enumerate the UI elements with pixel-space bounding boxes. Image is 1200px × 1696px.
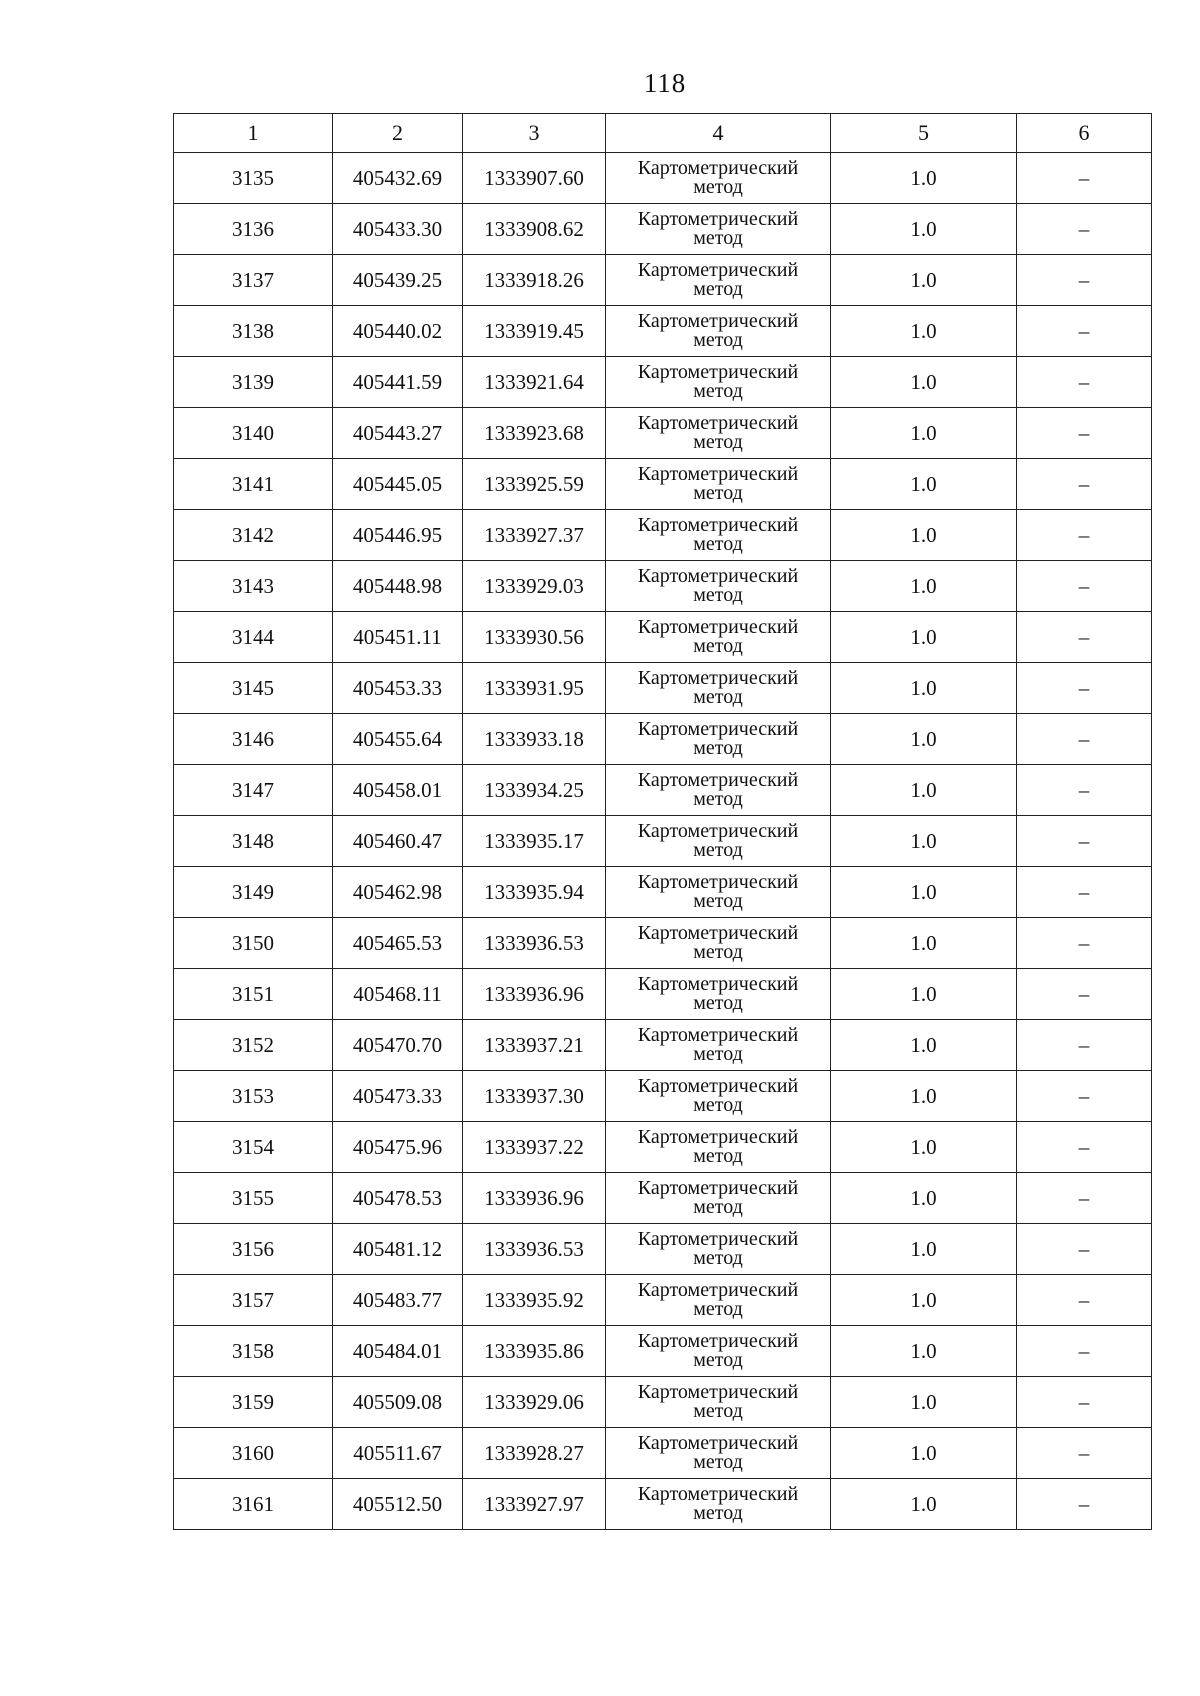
method-cell (606, 1020, 831, 1071)
accuracy-cell: 1.0 (831, 255, 1017, 306)
y-coordinate-cell: 1333925.59 (463, 459, 606, 510)
x-coordinate-cell: 405446.95 (333, 510, 463, 561)
method-line-1: Картометрический (637, 1279, 799, 1301)
accuracy-cell: 1.0 (831, 1020, 1017, 1071)
description-cell: – (1017, 1377, 1152, 1428)
y-coordinate-cell: 1333919.45 (463, 306, 606, 357)
description-cell: – (1017, 510, 1152, 561)
x-coordinate-cell: 405440.02 (333, 306, 463, 357)
description-cell: – (1017, 714, 1152, 765)
description-cell: – (1017, 969, 1152, 1020)
method-line-2: метод (693, 380, 743, 402)
point-number-cell: 3147 (174, 765, 333, 816)
method-line-2: метод (693, 584, 743, 606)
accuracy-cell: 1.0 (831, 1173, 1017, 1224)
table-row (174, 510, 1152, 561)
y-coordinate-cell: 1333935.92 (463, 1275, 606, 1326)
method-line-2: метод (693, 992, 743, 1014)
method-cell (606, 1275, 831, 1326)
accuracy-cell: 1.0 (831, 612, 1017, 663)
description-cell: – (1017, 459, 1152, 510)
point-number-cell: 3146 (174, 714, 333, 765)
table-row (174, 153, 1152, 204)
point-number-cell: 3154 (174, 1122, 333, 1173)
point-number-cell: 3156 (174, 1224, 333, 1275)
x-coordinate-cell: 405465.53 (333, 918, 463, 969)
method-line-1: Картометрический (637, 565, 799, 587)
method-cell (606, 1071, 831, 1122)
y-coordinate-cell: 1333929.06 (463, 1377, 606, 1428)
point-number-cell: 3138 (174, 306, 333, 357)
description-cell: – (1017, 1326, 1152, 1377)
method-line-1: Картометрический (637, 922, 799, 944)
method-line-2: метод (693, 941, 743, 963)
table-row (174, 255, 1152, 306)
x-coordinate-cell: 405512.50 (333, 1479, 463, 1530)
method-cell (606, 714, 831, 765)
coordinates-table (173, 113, 1152, 1530)
method-line-2: метод (693, 1298, 743, 1320)
description-cell: – (1017, 1428, 1152, 1479)
description-cell: – (1017, 204, 1152, 255)
header-row (174, 114, 1152, 153)
method-line-1: Картометрический (637, 514, 799, 536)
point-number-cell: 3135 (174, 153, 333, 204)
method-line-2: метод (693, 227, 743, 249)
table-row (174, 1173, 1152, 1224)
method-cell (606, 459, 831, 510)
page-number: 118 (643, 68, 687, 98)
header-cell-5: 5 (831, 114, 1017, 153)
table-row (174, 459, 1152, 510)
x-coordinate-cell: 405455.64 (333, 714, 463, 765)
y-coordinate-cell: 1333921.64 (463, 357, 606, 408)
method-line-1: Картометрический (637, 667, 799, 689)
table-row (174, 1377, 1152, 1428)
point-number-cell: 3159 (174, 1377, 333, 1428)
y-coordinate-cell: 1333930.56 (463, 612, 606, 663)
description-cell: – (1017, 255, 1152, 306)
description-cell: – (1017, 306, 1152, 357)
accuracy-cell: 1.0 (831, 663, 1017, 714)
method-cell (606, 918, 831, 969)
accuracy-cell: 1.0 (831, 1479, 1017, 1530)
point-number-cell: 3152 (174, 1020, 333, 1071)
method-cell (606, 306, 831, 357)
table-row (174, 765, 1152, 816)
accuracy-cell: 1.0 (831, 1377, 1017, 1428)
method-cell (606, 867, 831, 918)
accuracy-cell: 1.0 (831, 408, 1017, 459)
x-coordinate-cell: 405509.08 (333, 1377, 463, 1428)
method-line-1: Картометрический (637, 1126, 799, 1148)
y-coordinate-cell: 1333933.18 (463, 714, 606, 765)
header-cell-4: 4 (606, 114, 831, 153)
point-number-cell: 3142 (174, 510, 333, 561)
accuracy-cell: 1.0 (831, 153, 1017, 204)
y-coordinate-cell: 1333935.86 (463, 1326, 606, 1377)
accuracy-cell: 1.0 (831, 1428, 1017, 1479)
point-number-cell: 3160 (174, 1428, 333, 1479)
accuracy-cell: 1.0 (831, 1326, 1017, 1377)
method-line-2: метод (693, 686, 743, 708)
method-cell (606, 765, 831, 816)
description-cell: – (1017, 408, 1152, 459)
method-cell (606, 1377, 831, 1428)
x-coordinate-cell: 405473.33 (333, 1071, 463, 1122)
table-row (174, 918, 1152, 969)
accuracy-cell: 1.0 (831, 714, 1017, 765)
y-coordinate-cell: 1333907.60 (463, 153, 606, 204)
table-row (174, 714, 1152, 765)
method-line-2: метод (693, 278, 743, 300)
point-number-cell: 3148 (174, 816, 333, 867)
method-line-2: метод (693, 1094, 743, 1116)
y-coordinate-cell: 1333936.53 (463, 1224, 606, 1275)
method-line-1: Картометрический (637, 157, 799, 179)
method-line-2: метод (693, 533, 743, 555)
method-line-1: Картометрический (637, 871, 799, 893)
y-coordinate-cell: 1333936.53 (463, 918, 606, 969)
y-coordinate-cell: 1333923.68 (463, 408, 606, 459)
point-number-cell: 3143 (174, 561, 333, 612)
accuracy-cell: 1.0 (831, 969, 1017, 1020)
description-cell: – (1017, 816, 1152, 867)
point-number-cell: 3136 (174, 204, 333, 255)
y-coordinate-cell: 1333934.25 (463, 765, 606, 816)
accuracy-cell: 1.0 (831, 561, 1017, 612)
method-cell (606, 510, 831, 561)
x-coordinate-cell: 405443.27 (333, 408, 463, 459)
point-number-cell: 3150 (174, 918, 333, 969)
x-coordinate-cell: 405448.98 (333, 561, 463, 612)
method-cell (606, 204, 831, 255)
table-row (174, 1479, 1152, 1530)
header-cell-3: 3 (463, 114, 606, 153)
method-cell (606, 1224, 831, 1275)
x-coordinate-cell: 405433.30 (333, 204, 463, 255)
y-coordinate-cell: 1333929.03 (463, 561, 606, 612)
accuracy-cell: 1.0 (831, 510, 1017, 561)
table-row (174, 408, 1152, 459)
method-line-1: Картометрический (637, 259, 799, 281)
description-cell: – (1017, 663, 1152, 714)
description-cell: – (1017, 918, 1152, 969)
point-number-cell: 3144 (174, 612, 333, 663)
method-line-2: метод (693, 1349, 743, 1371)
method-cell (606, 1428, 831, 1479)
y-coordinate-cell: 1333936.96 (463, 1173, 606, 1224)
method-cell (606, 663, 831, 714)
table-row (174, 867, 1152, 918)
accuracy-cell: 1.0 (831, 1122, 1017, 1173)
y-coordinate-cell: 1333937.22 (463, 1122, 606, 1173)
description-cell: – (1017, 1122, 1152, 1173)
accuracy-cell: 1.0 (831, 357, 1017, 408)
method-cell (606, 969, 831, 1020)
point-number-cell: 3157 (174, 1275, 333, 1326)
method-line-1: Картометрический (637, 973, 799, 995)
x-coordinate-cell: 405451.11 (333, 612, 463, 663)
table-row (174, 1224, 1152, 1275)
accuracy-cell: 1.0 (831, 1071, 1017, 1122)
y-coordinate-cell: 1333928.27 (463, 1428, 606, 1479)
method-cell (606, 1122, 831, 1173)
x-coordinate-cell: 405460.47 (333, 816, 463, 867)
accuracy-cell: 1.0 (831, 306, 1017, 357)
method-line-1: Картометрический (637, 361, 799, 383)
description-cell: – (1017, 1224, 1152, 1275)
y-coordinate-cell: 1333931.95 (463, 663, 606, 714)
method-line-2: метод (693, 1451, 743, 1473)
table-row (174, 306, 1152, 357)
method-line-1: Картометрический (637, 1381, 799, 1403)
method-line-1: Картометрический (637, 1177, 799, 1199)
method-line-2: метод (693, 176, 743, 198)
x-coordinate-cell: 405458.01 (333, 765, 463, 816)
x-coordinate-cell: 405483.77 (333, 1275, 463, 1326)
method-line-2: метод (693, 1502, 743, 1524)
accuracy-cell: 1.0 (831, 765, 1017, 816)
description-cell: – (1017, 357, 1152, 408)
x-coordinate-cell: 405468.11 (333, 969, 463, 1020)
header-cell-1: 1 (174, 114, 333, 153)
y-coordinate-cell: 1333935.17 (463, 816, 606, 867)
method-cell (606, 153, 831, 204)
method-line-1: Картометрический (637, 208, 799, 230)
method-cell (606, 408, 831, 459)
y-coordinate-cell: 1333937.30 (463, 1071, 606, 1122)
point-number-cell: 3158 (174, 1326, 333, 1377)
accuracy-cell: 1.0 (831, 867, 1017, 918)
table-row (174, 1275, 1152, 1326)
accuracy-cell: 1.0 (831, 1275, 1017, 1326)
point-number-cell: 3161 (174, 1479, 333, 1530)
point-number-cell: 3149 (174, 867, 333, 918)
accuracy-cell: 1.0 (831, 204, 1017, 255)
y-coordinate-cell: 1333935.94 (463, 867, 606, 918)
table-row (174, 663, 1152, 714)
table-row (174, 1020, 1152, 1071)
x-coordinate-cell: 405439.25 (333, 255, 463, 306)
table-row (174, 561, 1152, 612)
y-coordinate-cell: 1333918.26 (463, 255, 606, 306)
method-line-1: Картометрический (637, 769, 799, 791)
description-cell: – (1017, 1071, 1152, 1122)
method-line-2: метод (693, 1400, 743, 1422)
description-cell: – (1017, 1479, 1152, 1530)
accuracy-cell: 1.0 (831, 816, 1017, 867)
method-line-1: Картометрический (637, 463, 799, 485)
table-row (174, 612, 1152, 663)
x-coordinate-cell: 405432.69 (333, 153, 463, 204)
method-cell (606, 612, 831, 663)
accuracy-cell: 1.0 (831, 1224, 1017, 1275)
x-coordinate-cell: 405511.67 (333, 1428, 463, 1479)
y-coordinate-cell: 1333927.97 (463, 1479, 606, 1530)
method-cell (606, 357, 831, 408)
x-coordinate-cell: 405445.05 (333, 459, 463, 510)
method-line-1: Картометрический (637, 616, 799, 638)
method-line-2: метод (693, 788, 743, 810)
accuracy-cell: 1.0 (831, 459, 1017, 510)
description-cell: – (1017, 1020, 1152, 1071)
x-coordinate-cell: 405484.01 (333, 1326, 463, 1377)
point-number-cell: 3145 (174, 663, 333, 714)
table-body (174, 114, 1152, 1530)
method-line-1: Картометрический (637, 1330, 799, 1352)
method-line-2: метод (693, 1145, 743, 1167)
method-cell (606, 816, 831, 867)
method-line-2: метод (693, 839, 743, 861)
description-cell: – (1017, 867, 1152, 918)
description-cell: – (1017, 561, 1152, 612)
method-line-2: метод (693, 1247, 743, 1269)
method-line-2: метод (693, 635, 743, 657)
method-cell (606, 1479, 831, 1530)
method-line-1: Картометрический (637, 1483, 799, 1505)
table-row (174, 1122, 1152, 1173)
point-number-cell: 3153 (174, 1071, 333, 1122)
x-coordinate-cell: 405475.96 (333, 1122, 463, 1173)
y-coordinate-cell: 1333908.62 (463, 204, 606, 255)
method-line-1: Картометрический (637, 718, 799, 740)
table-row (174, 1071, 1152, 1122)
method-cell (606, 1173, 831, 1224)
accuracy-cell: 1.0 (831, 918, 1017, 969)
method-line-2: метод (693, 737, 743, 759)
method-line-2: метод (693, 329, 743, 351)
description-cell: – (1017, 153, 1152, 204)
x-coordinate-cell: 405462.98 (333, 867, 463, 918)
table-row (174, 357, 1152, 408)
table-row (174, 1326, 1152, 1377)
y-coordinate-cell: 1333936.96 (463, 969, 606, 1020)
table-row (174, 816, 1152, 867)
table-row (174, 969, 1152, 1020)
y-coordinate-cell: 1333927.37 (463, 510, 606, 561)
point-number-cell: 3155 (174, 1173, 333, 1224)
description-cell: – (1017, 1173, 1152, 1224)
method-line-1: Картометрический (637, 820, 799, 842)
method-line-1: Картометрический (637, 1024, 799, 1046)
point-number-cell: 3151 (174, 969, 333, 1020)
point-number-cell: 3140 (174, 408, 333, 459)
method-line-1: Картометрический (637, 1432, 799, 1454)
method-line-2: метод (693, 1043, 743, 1065)
description-cell: – (1017, 1275, 1152, 1326)
table-row (174, 1428, 1152, 1479)
header-cell-2: 2 (333, 114, 463, 153)
description-cell: – (1017, 765, 1152, 816)
method-line-2: метод (693, 482, 743, 504)
method-cell (606, 1326, 831, 1377)
method-cell (606, 561, 831, 612)
header-cell-6: 6 (1017, 114, 1152, 153)
x-coordinate-cell: 405453.33 (333, 663, 463, 714)
point-number-cell: 3141 (174, 459, 333, 510)
description-cell: – (1017, 612, 1152, 663)
table-row (174, 204, 1152, 255)
x-coordinate-cell: 405470.70 (333, 1020, 463, 1071)
x-coordinate-cell: 405478.53 (333, 1173, 463, 1224)
method-line-1: Картометрический (637, 1228, 799, 1250)
method-cell (606, 255, 831, 306)
method-line-1: Картометрический (637, 310, 799, 332)
method-line-2: метод (693, 1196, 743, 1218)
method-line-2: метод (693, 431, 743, 453)
y-coordinate-cell: 1333937.21 (463, 1020, 606, 1071)
method-line-1: Картометрический (637, 1075, 799, 1097)
x-coordinate-cell: 405441.59 (333, 357, 463, 408)
point-number-cell: 3139 (174, 357, 333, 408)
point-number-cell: 3137 (174, 255, 333, 306)
x-coordinate-cell: 405481.12 (333, 1224, 463, 1275)
method-line-2: метод (693, 890, 743, 912)
method-line-1: Картометрический (637, 412, 799, 434)
